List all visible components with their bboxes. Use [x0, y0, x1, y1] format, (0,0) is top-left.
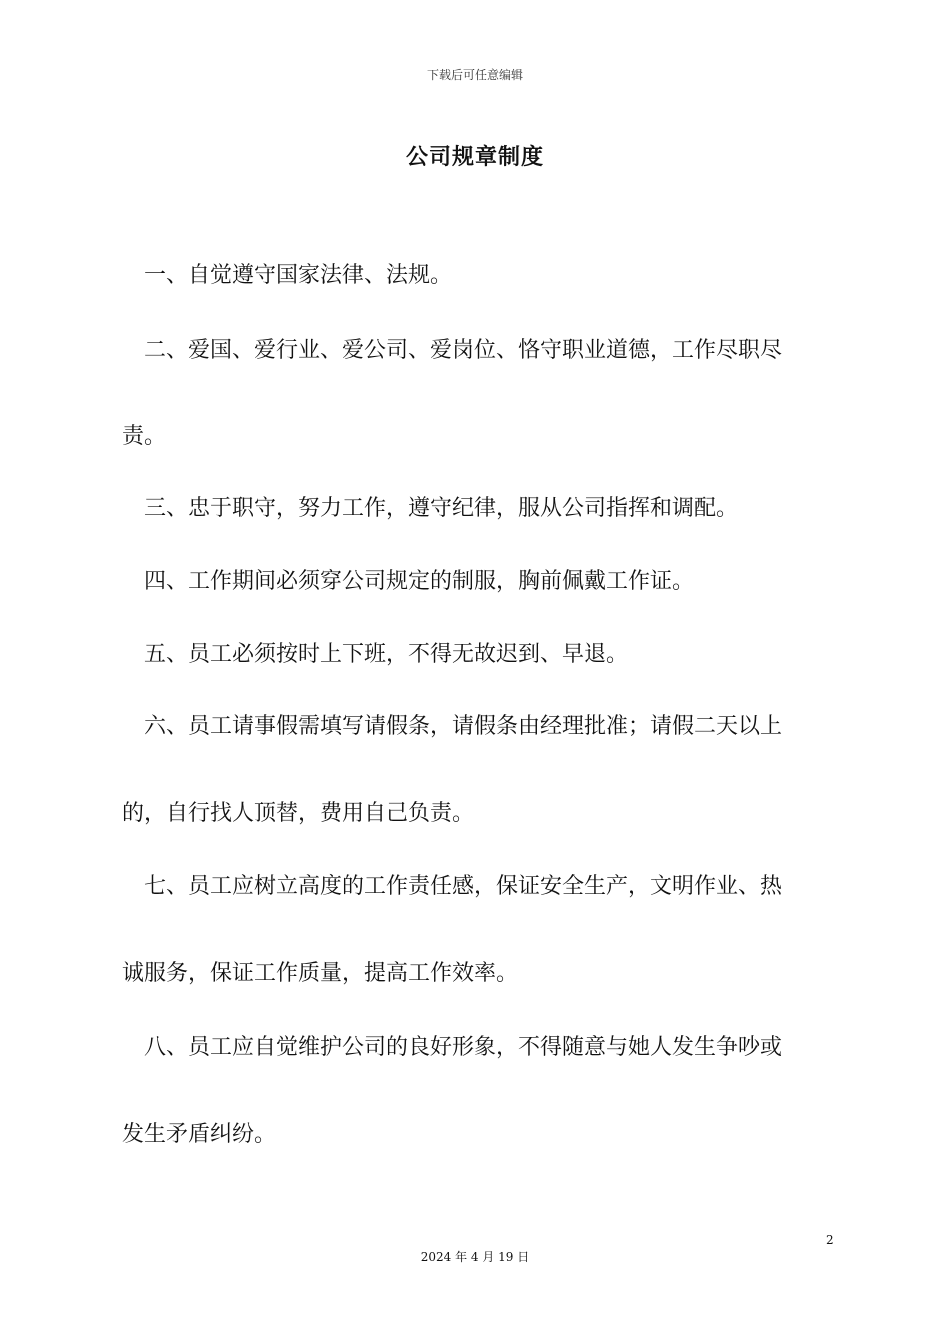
rule-8-line-2-row — [122, 1124, 842, 1146]
rule-5 — [122, 644, 842, 666]
rule-4 — [122, 571, 842, 593]
header-note: 下载后可任意编辑 — [426, 68, 523, 82]
rule-1-line-1: 一、自觉遵守国家法律、法规。 — [144, 263, 453, 288]
rule-4-line-1: 四、工作期间必须穿公司规定的制服，胸前佩戴工作证。 — [144, 569, 695, 594]
rule-2-line-2: 责。 — [122, 424, 167, 449]
rule-8-line-1-row — [122, 1037, 842, 1059]
page-number: 2 — [826, 1233, 834, 1247]
footer-date: 2024 年 4 月 19 日 — [420, 1250, 530, 1264]
rule-1 — [122, 265, 842, 287]
rule-6-line-2: 的，自行找人顶替，费用自己负责。 — [122, 801, 475, 826]
rule-2-line-2-row — [122, 426, 842, 448]
rule-8-line-2: 发生矛盾纠纷。 — [122, 1122, 277, 1147]
document-title: 公司规章制度 — [405, 145, 544, 170]
rule-2-line-1: 二、爱国、爱行业、爱公司、爱岗位、恪守职业道德，工作尽职尽 — [144, 338, 783, 363]
rule-7-line-1-row — [122, 876, 842, 898]
rule-6-line-1: 六、员工请事假需填写请假条，请假条由经理批准；请假二天以上 — [144, 714, 783, 739]
rule-3-line-1: 三、忠于职守，努力工作，遵守纪律，服从公司指挥和调配。 — [144, 496, 739, 521]
rule-5-line-1: 五、员工必须按时上下班，不得无故迟到、早退。 — [144, 642, 629, 667]
rule-2-line-1-row — [122, 340, 842, 362]
rule-6-line-1-row — [122, 716, 842, 738]
rule-3 — [122, 498, 842, 520]
rule-7-line-1: 七、员工应树立高度的工作责任感，保证安全生产，文明作业、热 — [144, 874, 783, 899]
rule-7-line-2-row — [122, 963, 842, 985]
rule-7-line-2: 诚服务，保证工作质量，提高工作效率。 — [122, 961, 519, 986]
rule-8-line-1: 八、员工应自觉维护公司的良好形象，不得随意与她人发生争吵或 — [144, 1035, 783, 1060]
rule-6-line-2-row — [122, 803, 842, 825]
